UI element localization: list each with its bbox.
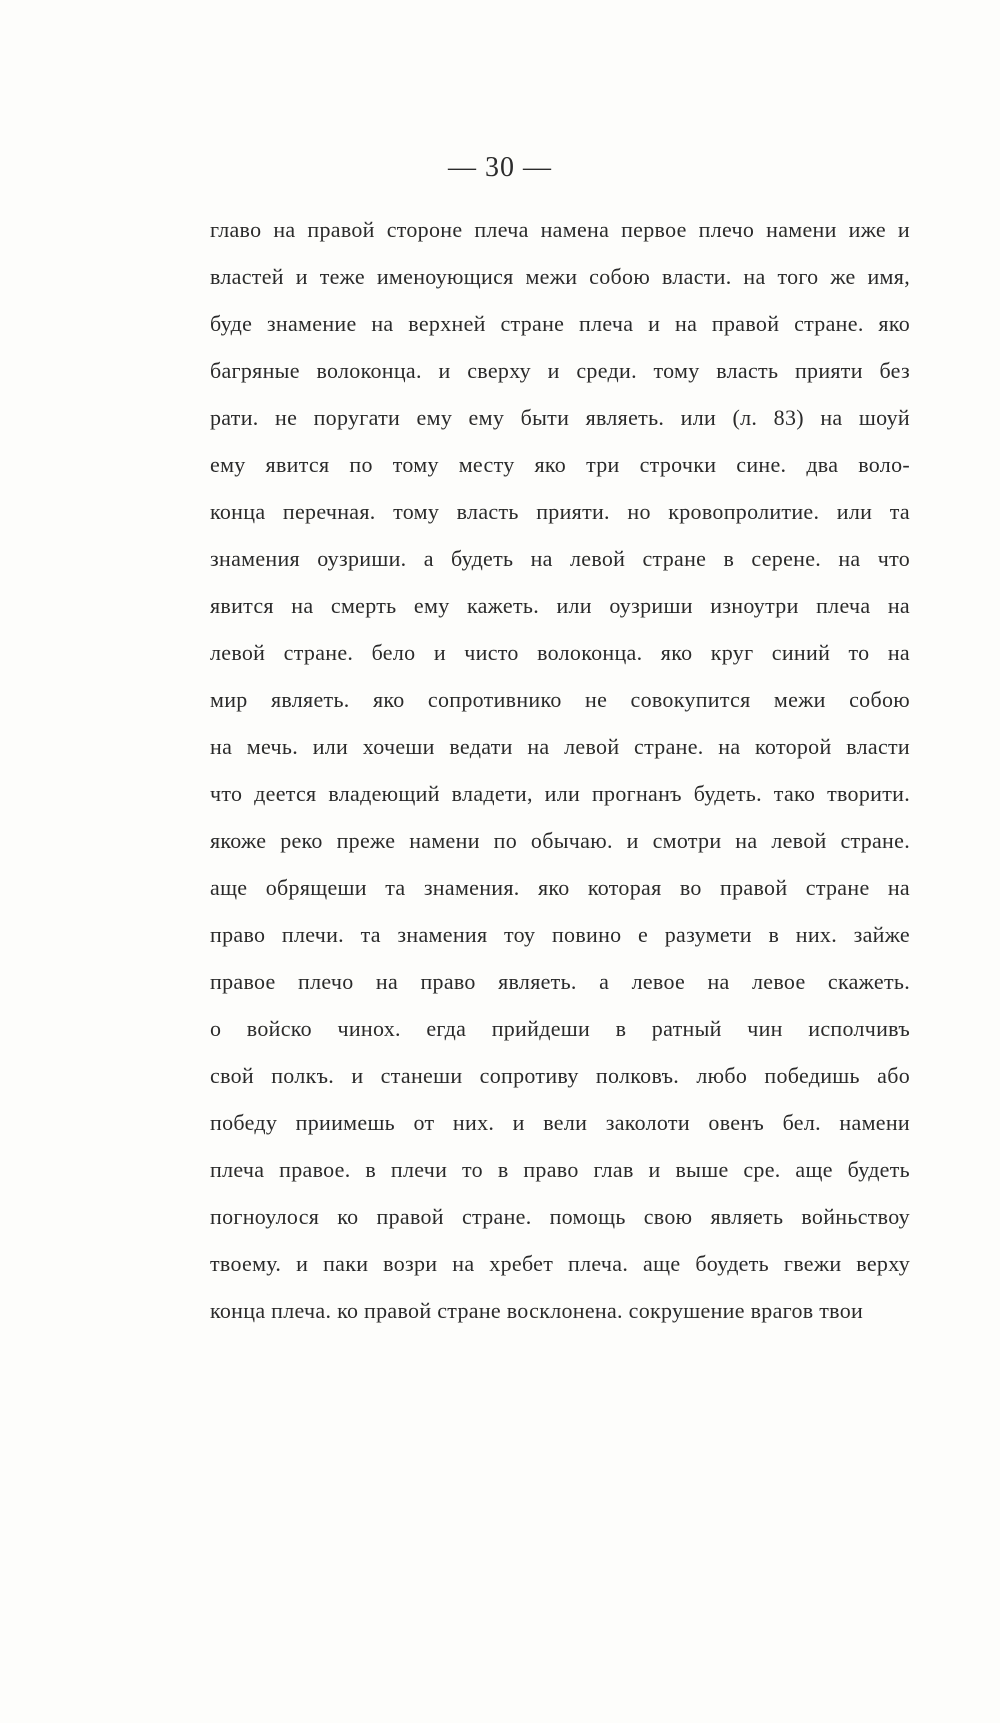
text-line: конца плеча. ко правой стране восклонена. сокрушение врагов твои [210, 1298, 864, 1323]
text-line: что деется владеющий владети, или прогнанъ будеть. тако творити. [210, 781, 910, 806]
page-number: — 30 — [448, 152, 552, 183]
text-line: мир являеть. яко сопротивнико не совокупится межи собою [210, 687, 910, 712]
text-line: властей и теже именоующися межи собою власти. на того же имя, [210, 264, 910, 289]
text-line: буде знамение на верхней стране плеча и на правой стране. яко [210, 311, 910, 336]
text-line: ему явится по тому месту яко три строчки сине. два воло- [210, 452, 910, 477]
text-line: багряные волоконца. и сверху и среди. тому власть прияти без [210, 358, 910, 383]
text-line: твоему. и паки возри на хребет плеча. аще боудеть гвежи верху [210, 1251, 910, 1276]
text-line: о войско чинох. егда прийдеши в ратный чин исполчивъ [210, 1016, 910, 1041]
text-line: аще обрящеши та знамения. яко которая во правой стране на [210, 875, 910, 900]
text-line: победу приимешь от них. и вели заколоти овенъ бел. намени [210, 1110, 910, 1135]
text-line: рати. не поругати ему ему быти являеть. или (л. 83) на шоуй [210, 405, 910, 430]
text-line: право плечи. та знамения тоу повино е разумети в них. зайже [210, 922, 910, 947]
text-line: явится на смерть ему кажеть. или оузриши изноутри плеча на [210, 593, 910, 618]
text-line: правое плечо на право являеть. а левое на левое скажеть. [210, 969, 910, 994]
text-line: конца перечная. тому власть прияти. но кровопролитие. или та [210, 499, 910, 524]
text-line: погноулося ко правой стране. помощь свою являеть войньствоу [210, 1204, 910, 1229]
text-line: на мечь. или хочеши ведати на левой стране. на которой власти [210, 734, 910, 759]
text-line: левой стране. бело и чисто волоконца. яко круг синий то на [210, 640, 910, 665]
text-line: знамения оузриши. а будеть на левой стране в серене. на что [210, 546, 910, 571]
body-text [210, 206, 910, 1334]
text-line: плеча правое. в плечи то в право глав и выше сре. аще будеть [210, 1157, 910, 1182]
text-line: свой полкъ. и станеши сопротиву полковъ. любо победишь або [210, 1063, 910, 1088]
text-line: якоже реко преже намени по обычаю. и смотри на левой стране. [210, 828, 910, 853]
text-line: главо на правой стороне плеча намена первое плечо намени иже и [210, 217, 910, 242]
